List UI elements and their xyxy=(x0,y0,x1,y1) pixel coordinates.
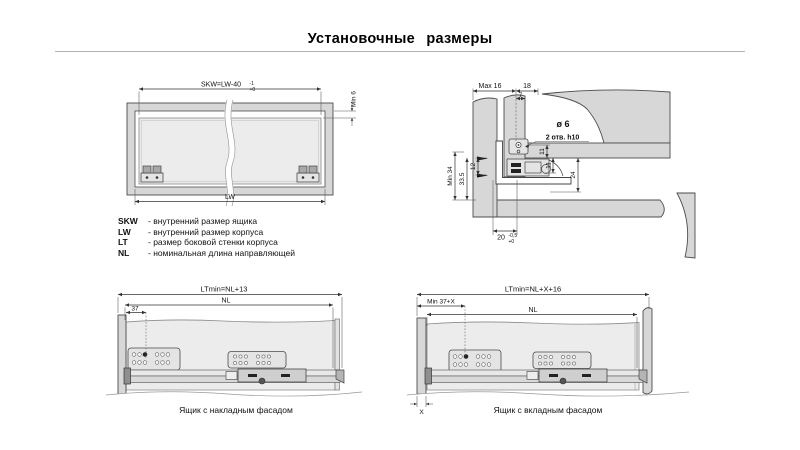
inset-drawer-drawing xyxy=(403,282,693,418)
legend-item-lt xyxy=(118,237,295,248)
legend xyxy=(118,216,295,258)
dim-skw-tol-bottom: +0 xyxy=(249,86,256,93)
title-underline xyxy=(55,51,745,52)
dim-12-label: 12 xyxy=(470,162,477,171)
dim-24-label: 24 xyxy=(570,171,577,179)
dim-min6-label: Min 6 xyxy=(350,91,358,107)
dim-nl-label: NL xyxy=(528,307,538,314)
cabinet-bottom-panel xyxy=(476,193,695,258)
dim-lw-label: LW xyxy=(225,194,235,201)
front-panel-section xyxy=(473,98,497,217)
dim-max16-label: Max 16 xyxy=(478,83,502,90)
legend-desc: - номинальная длина направляющей xyxy=(148,247,295,258)
dim-min34-label: Min 34 xyxy=(447,166,454,186)
mounting-plate-front xyxy=(449,350,501,372)
legend-term: NL xyxy=(118,247,130,258)
dim-11-lower-label: 11 xyxy=(545,162,553,169)
dim-7-label: 7 xyxy=(518,93,523,99)
dim-33-5-label: 33.5 xyxy=(459,172,466,186)
dim-skw-tol-top: -1 xyxy=(249,80,254,87)
legend-item-skw xyxy=(118,216,295,227)
mounting-plate-middle xyxy=(533,352,591,369)
dim-20-tol-bottom: +0 xyxy=(508,239,515,245)
legend-desc: - размер боковой стенки корпуса xyxy=(148,237,278,247)
dim-20-tol-top: -0,5 xyxy=(508,233,518,239)
dim-x-label: X xyxy=(419,409,424,416)
dim-18-label: 18 xyxy=(523,83,531,90)
dim-ltmin-label: LTmin=NL+X+16 xyxy=(504,284,562,294)
legend-desc: - внутренний размер корпуса xyxy=(148,226,264,237)
legend-item-nl xyxy=(118,248,295,259)
dim-ltmin-label: LTmin=NL+13 xyxy=(200,284,248,294)
mounting-plate-middle xyxy=(228,352,286,369)
slide-hardware xyxy=(507,159,563,176)
overlay-drawer-drawing xyxy=(98,282,370,418)
front-view-drawing xyxy=(110,70,360,220)
mounting-plate-front xyxy=(128,348,180,370)
legend-term: LW xyxy=(118,226,131,237)
slide-rail xyxy=(425,368,647,384)
inset-front-panel xyxy=(417,318,426,394)
slide-rail xyxy=(124,368,344,384)
overlay-caption: Ящик с накладным фасадом xyxy=(179,405,293,415)
hole-note-label: 2 отв. h10 xyxy=(545,134,580,142)
page-title: Установочные размеры xyxy=(307,31,493,47)
hole-diameter-label: ø 6 xyxy=(556,119,570,129)
dim-11-upper-label: 11 xyxy=(539,148,546,155)
inset-caption: Ящик с вкладным фасадом xyxy=(493,405,603,415)
dim-37-label: 37 xyxy=(131,305,139,313)
dim-min37x-label: Min 37+X xyxy=(427,298,455,306)
legend-term: SKW xyxy=(118,216,138,226)
dim-20-label: 20 xyxy=(497,234,505,242)
dim-nl-label: NL xyxy=(221,297,231,305)
dim-skw-label: SKW=LW-40 xyxy=(200,81,242,89)
legend-desc: - внутренний размер ящика xyxy=(148,216,258,226)
legend-term: LT xyxy=(118,237,128,247)
section-view-drawing xyxy=(430,65,695,260)
legend-item-lw xyxy=(118,227,295,238)
